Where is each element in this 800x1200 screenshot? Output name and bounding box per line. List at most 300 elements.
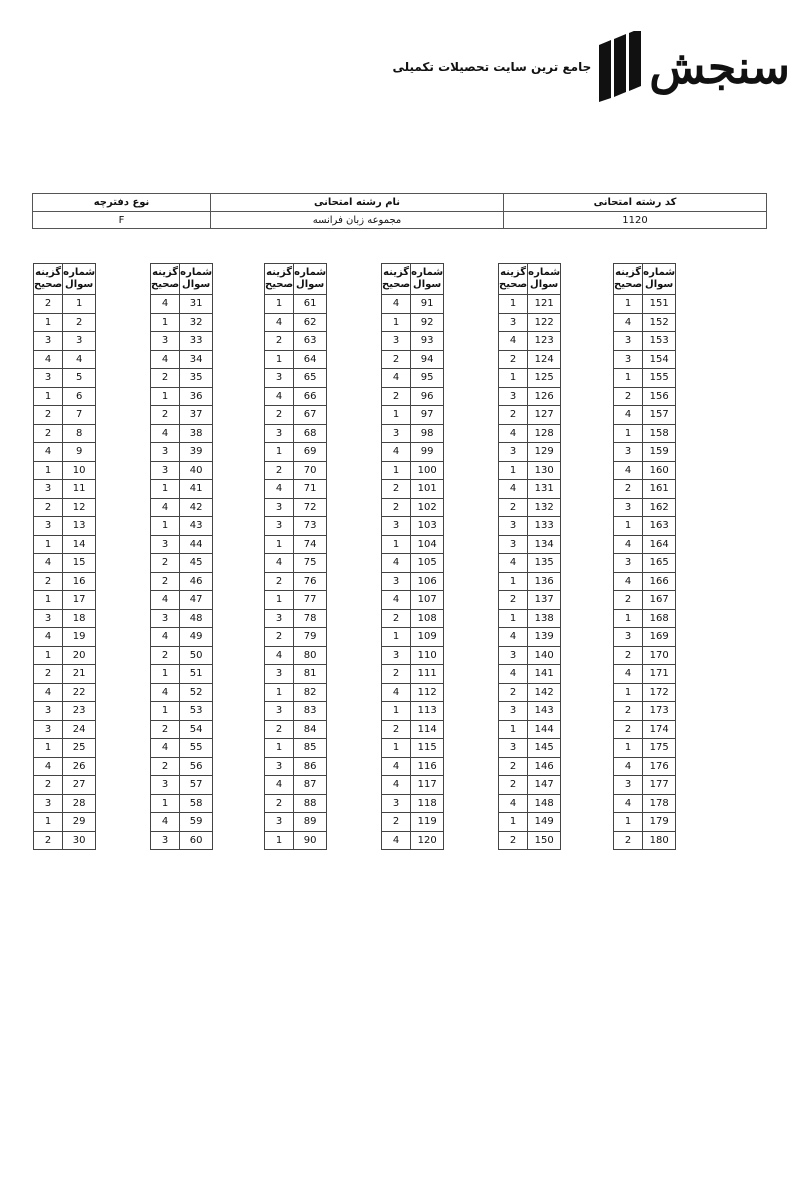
question-number: 175 xyxy=(643,739,676,758)
answer-block xyxy=(613,263,676,850)
question-number: 13 xyxy=(63,517,96,536)
question-number: 167 xyxy=(643,591,676,610)
correct-option: 2 xyxy=(265,628,294,647)
question-number: 177 xyxy=(643,776,676,795)
correct-option: 2 xyxy=(499,757,528,776)
question-number: 168 xyxy=(643,609,676,628)
correct-option: 4 xyxy=(499,554,528,573)
correct-option: 1 xyxy=(382,406,411,425)
table-row xyxy=(614,813,676,832)
table-row xyxy=(614,739,676,758)
question-number: 149 xyxy=(528,813,561,832)
table-row xyxy=(499,350,561,369)
table-row xyxy=(34,813,96,832)
correct-option: 2 xyxy=(151,757,180,776)
table-row xyxy=(265,387,327,406)
correct-option: 4 xyxy=(265,776,294,795)
question-number: 163 xyxy=(643,517,676,536)
correct-option: 1 xyxy=(34,461,63,480)
correct-option: 3 xyxy=(499,646,528,665)
table-row xyxy=(151,720,213,739)
table-row xyxy=(382,332,444,351)
table-row xyxy=(382,683,444,702)
correct-option: 2 xyxy=(265,794,294,813)
question-number: 19 xyxy=(63,628,96,647)
correct-option: 1 xyxy=(151,480,180,499)
question-number: 78 xyxy=(294,609,327,628)
correct-option: 1 xyxy=(265,535,294,554)
question-number: 104 xyxy=(411,535,444,554)
question-number: 72 xyxy=(294,498,327,517)
question-number: 2 xyxy=(63,313,96,332)
correct-option: 3 xyxy=(499,313,528,332)
question-number: 93 xyxy=(411,332,444,351)
correct-option: 3 xyxy=(151,831,180,850)
correct-option: 2 xyxy=(151,406,180,425)
question-number: 81 xyxy=(294,665,327,684)
question-number: 119 xyxy=(411,813,444,832)
question-number: 161 xyxy=(643,480,676,499)
table-row xyxy=(265,350,327,369)
correct-option: 4 xyxy=(382,591,411,610)
correct-option: 4 xyxy=(614,313,643,332)
correct-option: 3 xyxy=(614,554,643,573)
correct-option: 1 xyxy=(34,739,63,758)
table-row xyxy=(34,443,96,462)
table-row xyxy=(499,665,561,684)
question-number: 70 xyxy=(294,461,327,480)
table-row xyxy=(151,831,213,850)
table-row xyxy=(151,480,213,499)
table-row xyxy=(614,572,676,591)
table-row xyxy=(34,628,96,647)
correct-option: 1 xyxy=(34,387,63,406)
question-number: 39 xyxy=(180,443,213,462)
question-number: 63 xyxy=(294,332,327,351)
table-row xyxy=(499,480,561,499)
table-row xyxy=(382,720,444,739)
question-number: 136 xyxy=(528,572,561,591)
table-row xyxy=(382,295,444,314)
question-number: 73 xyxy=(294,517,327,536)
question-number: 128 xyxy=(528,424,561,443)
correct-option: 2 xyxy=(34,776,63,795)
correct-option: 4 xyxy=(614,757,643,776)
table-row xyxy=(382,609,444,628)
correct-option: 1 xyxy=(151,313,180,332)
correct-option: 2 xyxy=(382,665,411,684)
table-row xyxy=(34,295,96,314)
table-row xyxy=(34,332,96,351)
table-row xyxy=(614,313,676,332)
table-row xyxy=(151,443,213,462)
correct-option: 2 xyxy=(34,406,63,425)
correct-option: 1 xyxy=(499,572,528,591)
table-row xyxy=(34,720,96,739)
correct-option: 2 xyxy=(499,591,528,610)
question-number: 10 xyxy=(63,461,96,480)
correct-option: 1 xyxy=(34,535,63,554)
table-row xyxy=(499,702,561,721)
table-row xyxy=(265,313,327,332)
question-number: 109 xyxy=(411,628,444,647)
question-number: 56 xyxy=(180,757,213,776)
table-row xyxy=(614,628,676,647)
question-number: 113 xyxy=(411,702,444,721)
question-number: 102 xyxy=(411,498,444,517)
correct-option: 4 xyxy=(382,443,411,462)
question-number: 22 xyxy=(63,683,96,702)
correct-option: 1 xyxy=(614,424,643,443)
table-row xyxy=(499,332,561,351)
table-row xyxy=(151,369,213,388)
table-row xyxy=(151,572,213,591)
question-number: 124 xyxy=(528,350,561,369)
question-number: 24 xyxy=(63,720,96,739)
correct-option: 1 xyxy=(614,683,643,702)
correct-option: 2 xyxy=(265,572,294,591)
question-number: 179 xyxy=(643,813,676,832)
answer-block xyxy=(264,263,327,850)
correct-option: 3 xyxy=(151,443,180,462)
question-number: 28 xyxy=(63,794,96,813)
question-number: 27 xyxy=(63,776,96,795)
correct-option-header: گزینه صحیح xyxy=(499,264,528,295)
correct-option: 4 xyxy=(614,535,643,554)
correct-option: 2 xyxy=(499,406,528,425)
correct-option: 1 xyxy=(382,739,411,758)
question-number: 26 xyxy=(63,757,96,776)
table-row xyxy=(499,831,561,850)
table-row xyxy=(499,554,561,573)
table-row xyxy=(265,295,327,314)
table-row xyxy=(34,739,96,758)
question-number: 45 xyxy=(180,554,213,573)
correct-option: 4 xyxy=(34,443,63,462)
table-row xyxy=(265,813,327,832)
table-row xyxy=(614,609,676,628)
table-row xyxy=(614,387,676,406)
table-row xyxy=(265,794,327,813)
table-row xyxy=(265,535,327,554)
table-row xyxy=(265,628,327,647)
correct-option: 4 xyxy=(614,572,643,591)
correct-option: 1 xyxy=(614,813,643,832)
table-row xyxy=(34,424,96,443)
correct-option: 4 xyxy=(499,424,528,443)
correct-option: 4 xyxy=(499,628,528,647)
question-number: 157 xyxy=(643,406,676,425)
question-number: 29 xyxy=(63,813,96,832)
correct-option: 3 xyxy=(265,757,294,776)
correct-option: 4 xyxy=(382,295,411,314)
correct-option: 3 xyxy=(34,702,63,721)
question-number: 147 xyxy=(528,776,561,795)
table-row xyxy=(382,313,444,332)
table-row xyxy=(151,683,213,702)
correct-option: 1 xyxy=(382,535,411,554)
correct-option: 3 xyxy=(614,628,643,647)
correct-option: 2 xyxy=(382,609,411,628)
question-number: 8 xyxy=(63,424,96,443)
correct-option: 2 xyxy=(265,461,294,480)
correct-option: 3 xyxy=(34,720,63,739)
table-row xyxy=(265,702,327,721)
table-row xyxy=(382,591,444,610)
table-row xyxy=(151,535,213,554)
table-row xyxy=(151,313,213,332)
field-code-header: کد رشته امتحانی xyxy=(504,194,767,212)
table-row xyxy=(614,443,676,462)
correct-option: 4 xyxy=(34,757,63,776)
table-row xyxy=(151,461,213,480)
correct-option: 1 xyxy=(265,831,294,850)
question-number: 150 xyxy=(528,831,561,850)
table-row xyxy=(499,813,561,832)
table-row xyxy=(34,406,96,425)
correct-option: 3 xyxy=(614,498,643,517)
question-number: 38 xyxy=(180,424,213,443)
table-row xyxy=(265,720,327,739)
question-number: 97 xyxy=(411,406,444,425)
question-number: 151 xyxy=(643,295,676,314)
table-row xyxy=(34,572,96,591)
table-row xyxy=(382,369,444,388)
correct-option: 4 xyxy=(265,646,294,665)
table-row xyxy=(34,535,96,554)
table-row xyxy=(499,387,561,406)
table-row xyxy=(265,665,327,684)
correct-option: 2 xyxy=(614,831,643,850)
question-number: 88 xyxy=(294,794,327,813)
question-number: 115 xyxy=(411,739,444,758)
table-row xyxy=(614,702,676,721)
answer-block xyxy=(498,263,561,850)
question-number: 52 xyxy=(180,683,213,702)
table-row xyxy=(382,757,444,776)
correct-option: 2 xyxy=(499,498,528,517)
correct-option: 4 xyxy=(499,665,528,684)
correct-option: 3 xyxy=(265,424,294,443)
correct-option: 4 xyxy=(151,683,180,702)
correct-option: 4 xyxy=(151,498,180,517)
table-row xyxy=(265,498,327,517)
correct-option: 2 xyxy=(34,572,63,591)
question-number: 71 xyxy=(294,480,327,499)
correct-option: 3 xyxy=(34,517,63,536)
table-row xyxy=(265,609,327,628)
question-number: 30 xyxy=(63,831,96,850)
table-row xyxy=(265,831,327,850)
correct-option: 1 xyxy=(34,646,63,665)
table-row xyxy=(614,406,676,425)
field-name-header: نام رشته امتحانی xyxy=(211,194,504,212)
question-number: 176 xyxy=(643,757,676,776)
table-row xyxy=(34,461,96,480)
correct-option: 1 xyxy=(265,295,294,314)
question-number: 94 xyxy=(411,350,444,369)
correct-option: 2 xyxy=(382,720,411,739)
correct-option: 4 xyxy=(265,387,294,406)
logo-name: سنجش xyxy=(649,40,790,94)
table-row xyxy=(499,683,561,702)
correct-option: 1 xyxy=(151,794,180,813)
question-number: 108 xyxy=(411,609,444,628)
table-row xyxy=(265,517,327,536)
question-number: 162 xyxy=(643,498,676,517)
table-row xyxy=(151,628,213,647)
question-number: 69 xyxy=(294,443,327,462)
correct-option: 3 xyxy=(151,609,180,628)
correct-option: 2 xyxy=(34,831,63,850)
question-number: 4 xyxy=(63,350,96,369)
question-number: 173 xyxy=(643,702,676,721)
correct-option: 4 xyxy=(265,554,294,573)
table-row xyxy=(151,517,213,536)
question-number: 64 xyxy=(294,350,327,369)
table-row xyxy=(151,424,213,443)
correct-option: 1 xyxy=(499,813,528,832)
correct-option: 1 xyxy=(499,609,528,628)
table-row xyxy=(499,757,561,776)
table-row xyxy=(151,776,213,795)
table-row xyxy=(34,517,96,536)
table-row xyxy=(34,480,96,499)
table-row xyxy=(265,683,327,702)
correct-option: 3 xyxy=(382,646,411,665)
table-row xyxy=(614,350,676,369)
question-number: 152 xyxy=(643,313,676,332)
correct-option: 2 xyxy=(614,702,643,721)
correct-option: 4 xyxy=(151,739,180,758)
question-number: 34 xyxy=(180,350,213,369)
question-number: 148 xyxy=(528,794,561,813)
table-row xyxy=(265,739,327,758)
table-row xyxy=(499,794,561,813)
question-number: 9 xyxy=(63,443,96,462)
correct-option: 3 xyxy=(151,535,180,554)
question-number: 137 xyxy=(528,591,561,610)
question-number: 140 xyxy=(528,646,561,665)
table-row xyxy=(34,350,96,369)
question-number: 37 xyxy=(180,406,213,425)
correct-option: 2 xyxy=(151,369,180,388)
question-number-header: شماره سوال xyxy=(528,264,561,295)
correct-option: 2 xyxy=(499,350,528,369)
correct-option: 1 xyxy=(382,628,411,647)
correct-option: 3 xyxy=(34,794,63,813)
question-number: 98 xyxy=(411,424,444,443)
question-number: 89 xyxy=(294,813,327,832)
correct-option: 2 xyxy=(499,683,528,702)
table-row xyxy=(499,535,561,554)
table-row xyxy=(265,776,327,795)
table-row xyxy=(34,387,96,406)
question-number: 123 xyxy=(528,332,561,351)
question-number-header: شماره سوال xyxy=(643,264,676,295)
question-number: 174 xyxy=(643,720,676,739)
table-row xyxy=(265,757,327,776)
logo-tagline: جامع ترین سایت تحصیلات تکمیلی xyxy=(392,60,592,74)
question-number: 14 xyxy=(63,535,96,554)
correct-option: 3 xyxy=(265,498,294,517)
table-row xyxy=(382,665,444,684)
question-number: 117 xyxy=(411,776,444,795)
table-row xyxy=(614,498,676,517)
question-number: 21 xyxy=(63,665,96,684)
correct-option: 2 xyxy=(614,480,643,499)
question-number: 67 xyxy=(294,406,327,425)
correct-option: 1 xyxy=(265,739,294,758)
question-number: 17 xyxy=(63,591,96,610)
correct-option: 3 xyxy=(151,776,180,795)
table-row xyxy=(151,554,213,573)
table-row xyxy=(34,831,96,850)
correct-option: 4 xyxy=(34,683,63,702)
table-row xyxy=(499,591,561,610)
question-number: 90 xyxy=(294,831,327,850)
correct-option: 1 xyxy=(151,517,180,536)
correct-option: 1 xyxy=(499,461,528,480)
table-row xyxy=(382,776,444,795)
correct-option: 2 xyxy=(151,572,180,591)
table-row xyxy=(614,646,676,665)
table-row xyxy=(34,591,96,610)
correct-option: 4 xyxy=(382,369,411,388)
field-code-value: 1120 xyxy=(504,212,767,229)
correct-option: 1 xyxy=(499,369,528,388)
question-number: 79 xyxy=(294,628,327,647)
correct-option: 2 xyxy=(614,646,643,665)
question-number: 103 xyxy=(411,517,444,536)
correct-option: 4 xyxy=(265,313,294,332)
question-number: 99 xyxy=(411,443,444,462)
question-number: 120 xyxy=(411,831,444,850)
question-number: 158 xyxy=(643,424,676,443)
question-number: 172 xyxy=(643,683,676,702)
answer-block xyxy=(381,263,444,850)
table-row xyxy=(499,776,561,795)
table-row xyxy=(265,591,327,610)
table-row xyxy=(614,332,676,351)
question-number: 126 xyxy=(528,387,561,406)
question-number: 96 xyxy=(411,387,444,406)
correct-option: 3 xyxy=(34,609,63,628)
table-row xyxy=(34,369,96,388)
table-row xyxy=(151,757,213,776)
table-row xyxy=(382,794,444,813)
correct-option: 4 xyxy=(151,813,180,832)
correct-option: 1 xyxy=(265,591,294,610)
correct-option: 4 xyxy=(382,831,411,850)
question-number: 36 xyxy=(180,387,213,406)
question-number: 132 xyxy=(528,498,561,517)
table-row xyxy=(151,387,213,406)
question-number: 58 xyxy=(180,794,213,813)
answer-block xyxy=(33,263,96,850)
question-number: 5 xyxy=(63,369,96,388)
question-number: 180 xyxy=(643,831,676,850)
question-number: 44 xyxy=(180,535,213,554)
table-row xyxy=(34,683,96,702)
question-number: 107 xyxy=(411,591,444,610)
table-row xyxy=(151,591,213,610)
correct-option: 1 xyxy=(265,350,294,369)
table-row xyxy=(151,665,213,684)
question-number: 68 xyxy=(294,424,327,443)
table-row xyxy=(382,813,444,832)
question-number: 121 xyxy=(528,295,561,314)
